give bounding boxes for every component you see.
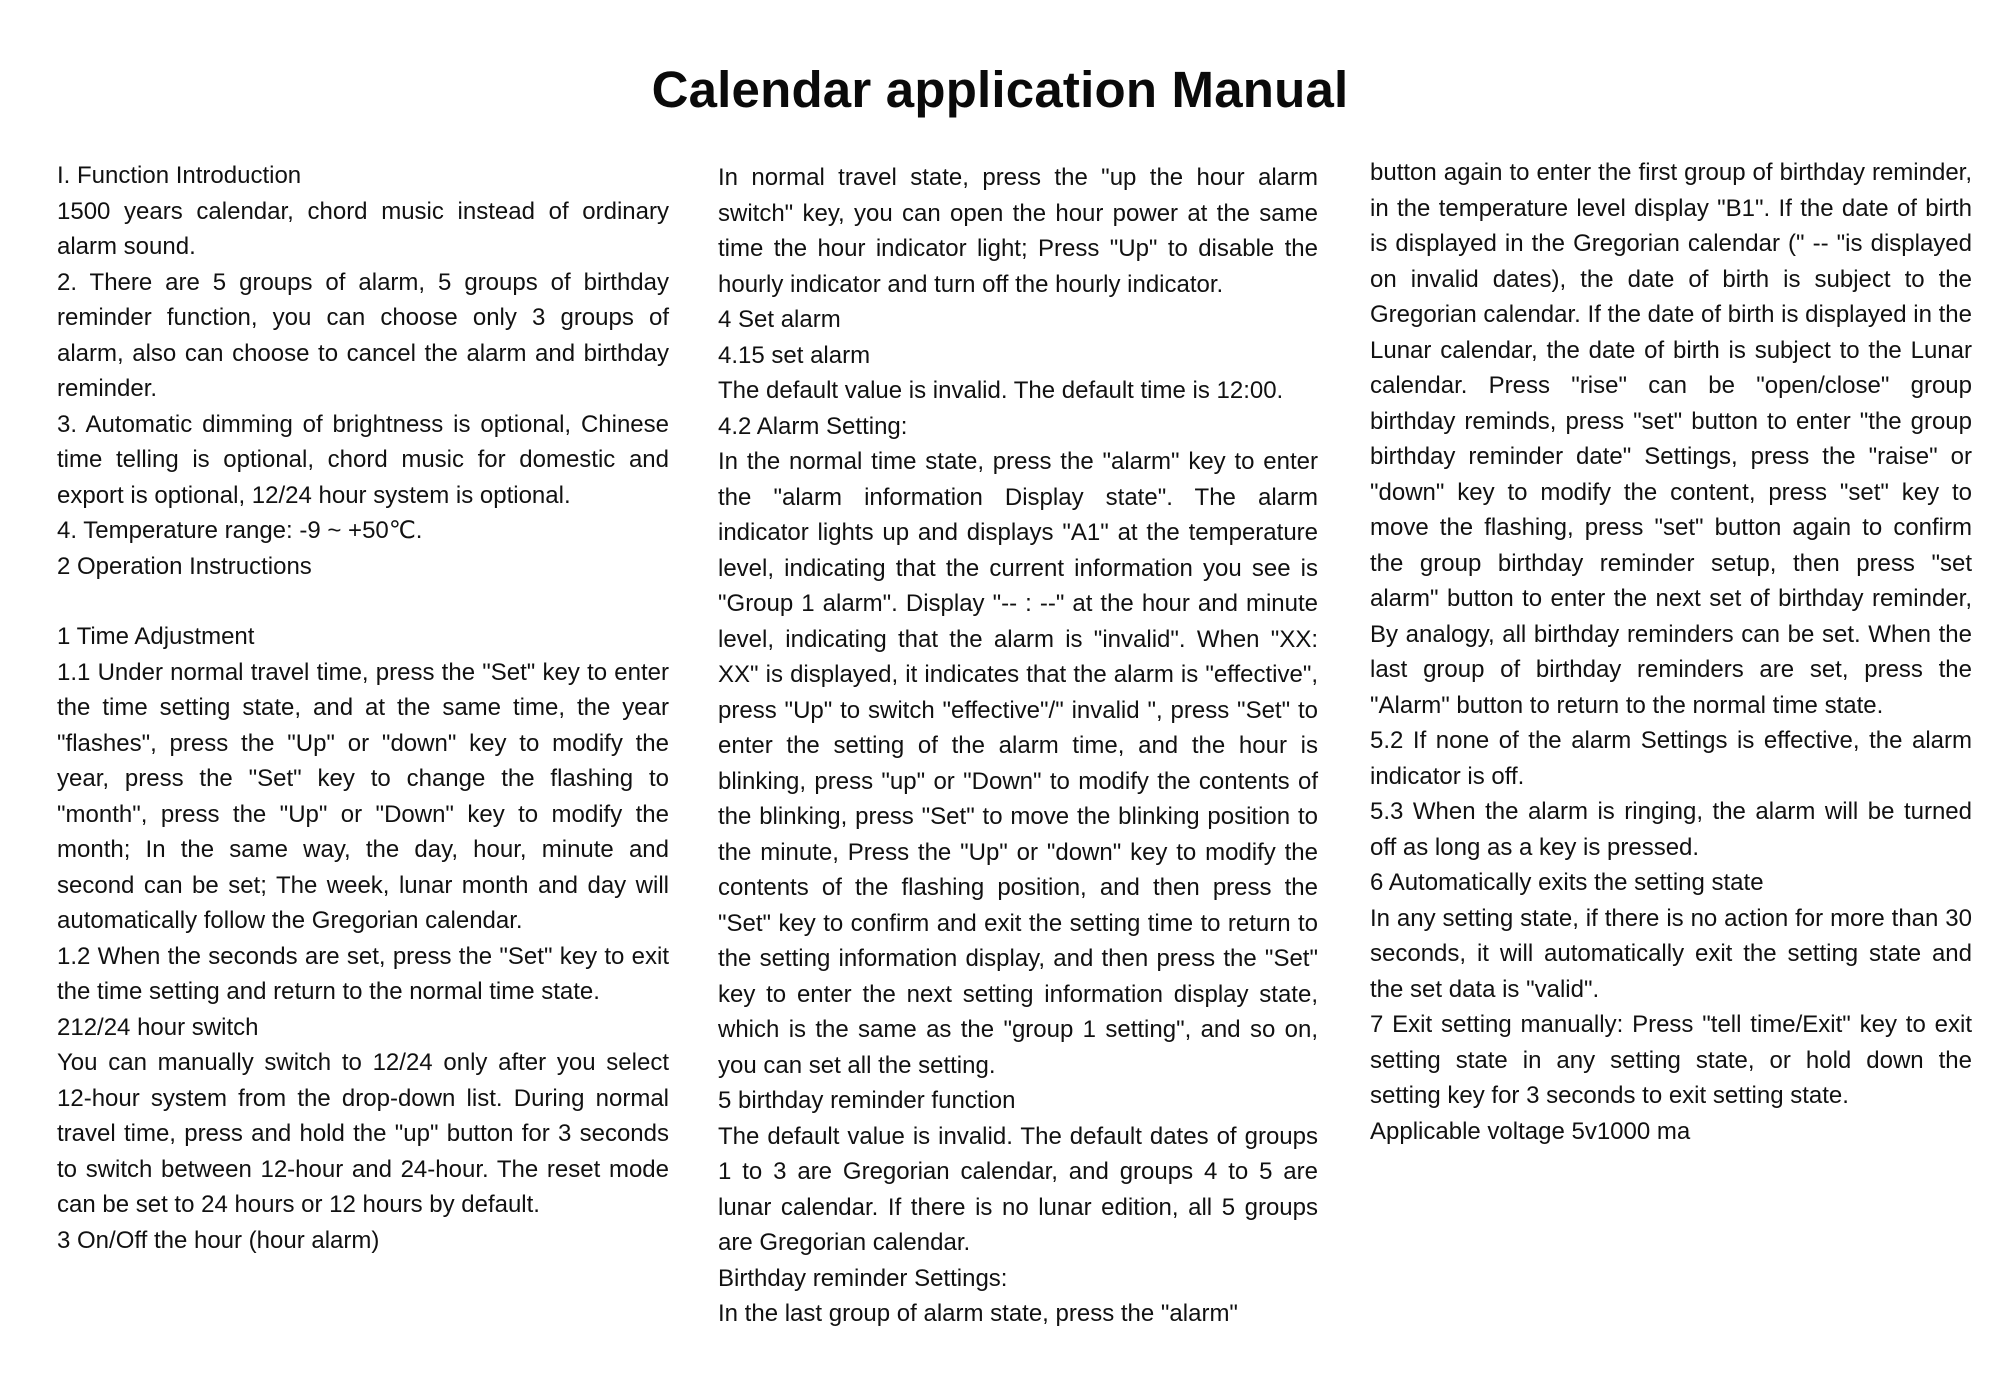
paragraph: 3. Automatic dimming of brightness is optional, Chinese time telling is optional, chord music for domestic and export is optional, 12/24 hour system is optional. — [57, 410, 669, 509]
document-title: Calendar application Manual — [651, 61, 1349, 118]
text-column-2 — [718, 160, 1318, 1332]
paragraph: Applicable voltage 5v1000 ma — [1370, 1117, 1691, 1145]
paragraph: 1.2 When the seconds are set, press the "Set" key to exit the time setting and return to the normal time state. — [57, 942, 669, 1005]
section-heading: 3 On/Off the hour (hour alarm) — [57, 1226, 380, 1254]
section-heading: 4.15 set alarm — [718, 341, 871, 369]
paragraph: button again to enter the first group of birthday reminder, in the temperature level display "B1". If the date of birth is displayed in the Gregorian calendar (" -- "is displayed on invalid dates), the date of birth is subject to the Gregorian calendar. If the date of birth is displayed in the Lunar calendar, the date of birth is subject to the Lunar calendar. Press "rise" can be "open/close" group birthday reminds, press "set" button to enter "the group birthday reminder date" Settings, press the "raise" or "down" key to modify the content, press "set" key to move the flashing, press "set" button again to confirm the group birthday reminder setup, then press "set alarm" button to enter the next set of birthday reminder, By analogy, all birthday reminders can be set. When the last group of birthday reminders are set, press the "Alarm" button to return to the normal time state. — [1370, 159, 1972, 719]
paragraph: The default value is invalid. The default time is 12:00. — [718, 377, 1284, 404]
paragraph: You can manually switch to 12/24 only after you select 12-hour system from the drop-down list. During normal travel time, press and hold the "up" button for 3 seconds to switch between 12-hour and 24-hour. The reset mode can be set to 24 hours or 12 hours by default. — [57, 1049, 669, 1218]
section-heading: 4 Set alarm — [718, 306, 841, 333]
paragraph: 7 Exit setting manually: Press "tell time/Exit" key to exit setting state in any setting state, or hold down the setting key for 3 seconds to exit setting state. — [1370, 1011, 1972, 1109]
text-column-1 — [57, 158, 669, 1258]
paragraph: 5.2 If none of the alarm Settings is effective, the alarm indicator is off. — [1370, 727, 1972, 790]
section-heading: 2 Operation Instructions — [57, 552, 312, 580]
section-heading: 6 Automatically exits the setting state — [1370, 869, 1764, 896]
section-heading: I. Function Introduction — [57, 162, 302, 189]
section-heading: 212/24 hour switch — [57, 1013, 259, 1041]
paragraph: In the last group of alarm state, press the "alarm" — [718, 1300, 1238, 1327]
text-column-3 — [1370, 155, 1972, 1149]
paragraph: In the normal time state, press the "alarm" key to enter the "alarm information Display state". The alarm indicator lights up and displays "A1" at the temperature level, indicating that the current information you see is "Group 1 alarm". Display "-- : --" at the hour and minute level, indicating that the alarm is "invalid". When "XX: XX" is displayed, it indicates that the alarm is "effective", press "Up" to switch "effective"/" invalid ", press "Set" to enter the setting of the alarm time, and the hour is blinking, press "up" or "Down" to modify the contents of the blinking, press "Set" to move the blinking position to the minute, Press the "Up" or "down" key to modify the contents of the flashing position, and then press the "Set" key to confirm and exit the setting time to return to the setting information display, and then press the "Set" key to enter the next setting information display state, which is the same as the "group 1 setting", and so on, you can set all the setting. — [718, 448, 1318, 1079]
paragraph: 2. There are 5 groups of alarm, 5 groups of birthday reminder function, you can choose only 3 groups of alarm, also can choose to cancel the alarm and birthday reminder. — [57, 268, 669, 402]
paragraph: 5.3 When the alarm is ringing, the alarm will be turned off as long as a key is pressed. — [1370, 798, 1972, 861]
section-heading: 4.2 Alarm Setting: — [718, 412, 908, 440]
paragraph: In any setting state, if there is no action for more than 30 seconds, it will automatically exit the setting state and the set data is "valid". — [1370, 904, 1972, 1003]
paragraph: 1500 years calendar, chord music instead of ordinary alarm sound. — [57, 197, 669, 260]
paragraph: In normal travel state, press the "up the hour alarm switch" key, you can open the hour power at the same time the hour indicator light; Press "Up" to disable the hourly indicator and turn off the hourly indicator. — [718, 164, 1318, 298]
section-heading: 5 birthday reminder function — [718, 1087, 1016, 1114]
section-heading: 1 Time Adjustment — [57, 623, 255, 650]
section-heading: Birthday reminder Settings: — [718, 1264, 1008, 1292]
paragraph: The default value is invalid. The default dates of groups 1 to 3 are Gregorian calendar, and groups 4 to 5 are lunar calendar. If there is no lunar edition, all 5 groups are Gregorian calendar. — [718, 1122, 1318, 1256]
paragraph: 1.1 Under normal travel time, press the "Set" key to enter the time setting state, and at the same time, the year "flashes", press the "Up" or "down" key to modify the year, press the "Set" key to change the flashing to "month", press the "Up" or "Down" key to modify the month; In the same way, the day, hour, minute and second can be set; The week, lunar month and day will automatically follow the Gregorian calendar. — [57, 658, 669, 934]
paragraph: 4. Temperature range: -9 ~ +50℃. — [57, 517, 423, 544]
